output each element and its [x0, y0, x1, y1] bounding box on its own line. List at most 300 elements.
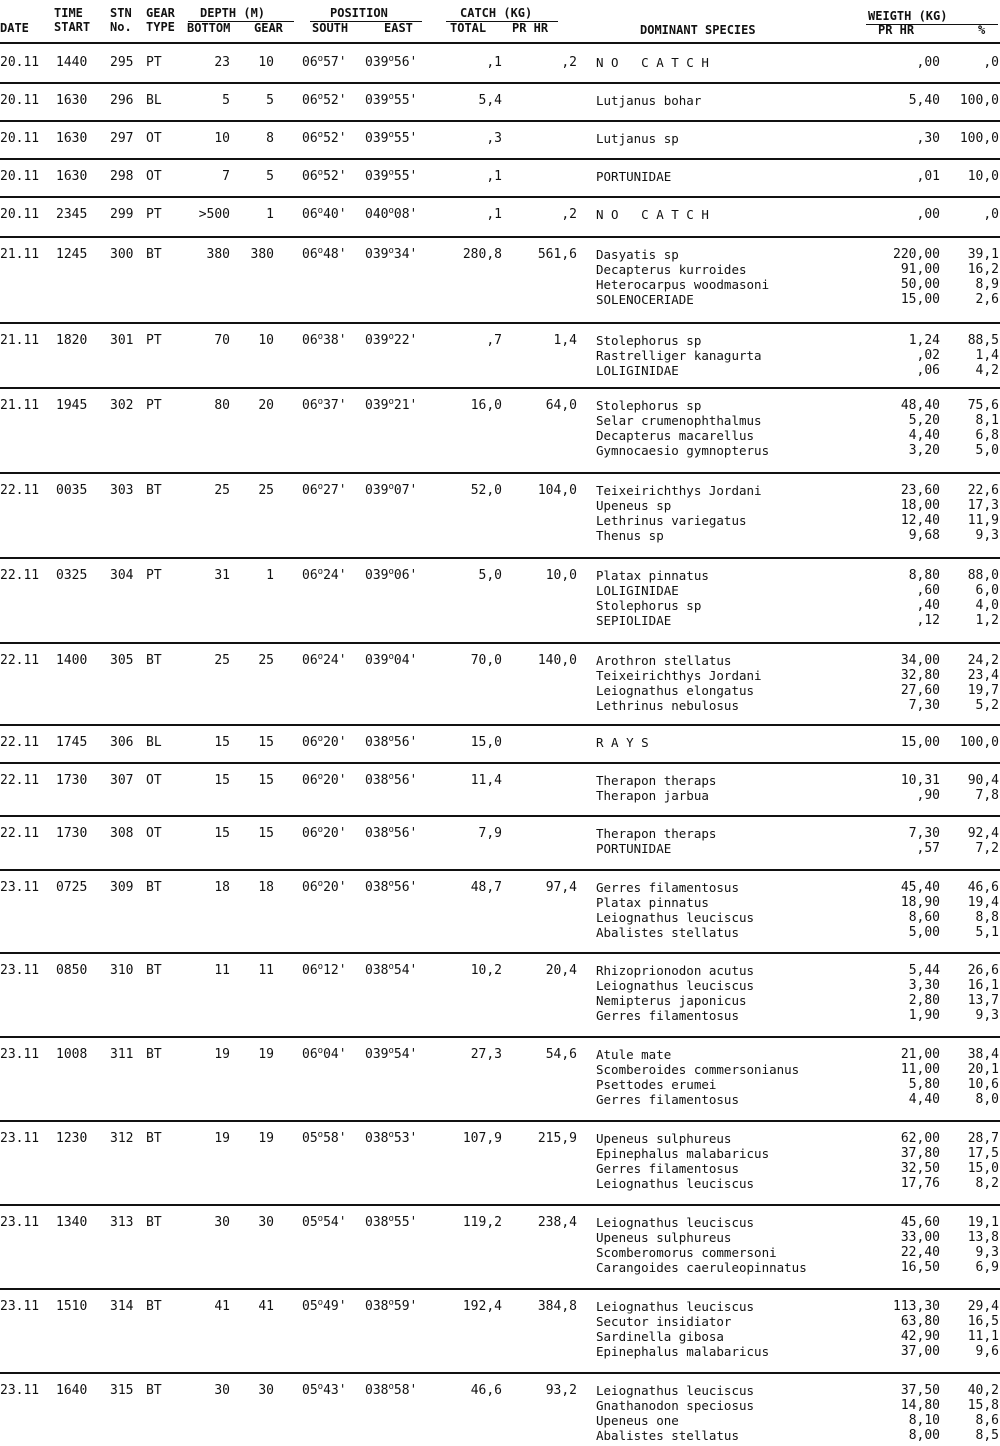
row-time: 1730 — [56, 773, 88, 788]
species-name: Selar crumenophthalmus — [596, 413, 762, 428]
row-gear: BL — [146, 735, 162, 750]
row-position-south: 06$^o$24' — [302, 652, 347, 668]
species-weight: 8,00 — [908, 1428, 940, 1443]
species-percent: 6,9 — [975, 1260, 999, 1275]
species-name: Upeneus one — [596, 1413, 679, 1428]
species-name: Leiognathus leuciscus — [596, 1215, 755, 1230]
row-depth-gear: 1 — [266, 207, 274, 222]
row-station: 299 — [110, 207, 134, 222]
row-depth-bottom: 15 — [214, 826, 230, 841]
row-position-east: 039$^o$22' — [365, 332, 418, 348]
row-time: 0850 — [56, 963, 88, 978]
row-time: 1230 — [56, 1131, 88, 1146]
species-weight: 50,00 — [900, 277, 940, 292]
row-gear: PT — [146, 333, 162, 348]
row-gear: BT — [146, 1215, 162, 1230]
row-date: 22.11 — [0, 735, 40, 750]
species-percent: 10,0 — [967, 169, 999, 184]
header-date: DATE — [0, 21, 29, 35]
row-position-south: 06$^o$24' — [302, 567, 347, 583]
header-catch-prhr: PR HR — [512, 21, 549, 35]
species-name: N O C A T C H — [596, 55, 709, 70]
row-date: 23.11 — [0, 1383, 40, 1398]
species-name: Arothron stellatus — [596, 653, 732, 668]
species-weight: ,30 — [916, 131, 940, 146]
species-weight: ,57 — [916, 841, 940, 856]
species-name: Upeneus sp — [596, 498, 672, 513]
row-separator — [0, 762, 1000, 764]
species-name: Rhizoprionodon acutus — [596, 963, 755, 978]
species-name: SOLENOCERIADE — [596, 292, 694, 307]
species-percent: 19,1 — [967, 1215, 999, 1230]
species-name: Platax pinnatus — [596, 568, 709, 583]
row-depth-gear: 1 — [266, 568, 274, 583]
row-date: 20.11 — [0, 93, 40, 108]
row-depth-gear: 41 — [258, 1299, 274, 1314]
species-percent: 40,2 — [967, 1383, 999, 1398]
row-position-south: 06$^o$48' — [302, 246, 347, 262]
row-depth-bottom: 41 — [214, 1299, 230, 1314]
row-catch-prhr: 104,0 — [537, 483, 577, 498]
row-gear: BT — [146, 653, 162, 668]
row-station: 310 — [110, 963, 134, 978]
species-weight: 91,00 — [900, 262, 940, 277]
row-time: 1730 — [56, 826, 88, 841]
row-date: 22.11 — [0, 568, 40, 583]
row-separator — [0, 196, 1000, 198]
species-percent: 9,3 — [975, 528, 999, 543]
species-name: Gerres filamentosus — [596, 1092, 739, 1107]
species-weight: 45,40 — [900, 880, 940, 895]
row-separator — [0, 642, 1000, 644]
row-station: 303 — [110, 483, 134, 498]
species-percent: 10,6 — [967, 1077, 999, 1092]
row-station: 302 — [110, 398, 134, 413]
row-time: 1245 — [56, 247, 88, 262]
row-time: 1640 — [56, 1383, 88, 1398]
species-name: Therapon theraps — [596, 826, 717, 841]
row-gear: BT — [146, 1299, 162, 1314]
row-separator — [0, 387, 1000, 389]
row-catch-prhr: 97,4 — [545, 880, 577, 895]
species-name: Leiognathus leuciscus — [596, 1383, 755, 1398]
row-catch-prhr: 238,4 — [537, 1215, 577, 1230]
species-percent: 75,6 — [967, 398, 999, 413]
row-gear: OT — [146, 826, 162, 841]
header-time-2: START — [54, 20, 91, 34]
row-position-south: 05$^o$54' — [302, 1214, 347, 1230]
species-percent: 6,8 — [975, 428, 999, 443]
row-depth-bottom: 10 — [214, 131, 230, 146]
species-percent: 4,2 — [975, 363, 999, 378]
row-position-east: 040$^o$08' — [365, 206, 418, 222]
species-percent: 5,0 — [975, 443, 999, 458]
species-name: Decapterus macarellus — [596, 428, 755, 443]
species-weight: 8,60 — [908, 910, 940, 925]
row-station: 298 — [110, 169, 134, 184]
row-catch-total: 46,6 — [470, 1383, 502, 1398]
species-weight: 15,00 — [900, 292, 940, 307]
species-percent: 9,3 — [975, 1008, 999, 1023]
species-name: PORTUNIDAE — [596, 169, 672, 184]
species-percent: 16,5 — [967, 1314, 999, 1329]
row-depth-bottom: 31 — [214, 568, 230, 583]
row-position-south: 06$^o$27' — [302, 482, 347, 498]
row-separator — [0, 158, 1000, 160]
row-separator — [0, 1036, 1000, 1038]
row-station: 305 — [110, 653, 134, 668]
species-weight: 5,80 — [908, 1077, 940, 1092]
species-percent: 17,5 — [967, 1146, 999, 1161]
species-percent: 88,0 — [967, 568, 999, 583]
species-percent: 4,0 — [975, 598, 999, 613]
row-date: 23.11 — [0, 1215, 40, 1230]
row-position-east: 039$^o$21' — [365, 397, 418, 413]
row-depth-bottom: 11 — [214, 963, 230, 978]
species-name: LOLIGINIDAE — [596, 363, 679, 378]
species-weight: ,40 — [916, 598, 940, 613]
row-depth-gear: 19 — [258, 1047, 274, 1062]
row-separator — [0, 322, 1000, 324]
species-percent: 11,9 — [967, 513, 999, 528]
row-depth-bottom: 15 — [214, 773, 230, 788]
row-depth-gear: 25 — [258, 653, 274, 668]
species-percent: 24,2 — [967, 653, 999, 668]
row-time: 1510 — [56, 1299, 88, 1314]
species-percent: 17,3 — [967, 498, 999, 513]
row-date: 21.11 — [0, 247, 40, 262]
row-station: 297 — [110, 131, 134, 146]
row-depth-gear: 30 — [258, 1215, 274, 1230]
species-percent: ,0 — [983, 207, 999, 222]
row-position-south: 05$^o$49' — [302, 1298, 347, 1314]
row-depth-bottom: 19 — [214, 1047, 230, 1062]
row-depth-gear: 10 — [258, 55, 274, 70]
row-time: 1400 — [56, 653, 88, 668]
row-position-south: 06$^o$04' — [302, 1046, 347, 1062]
species-percent: 11,1 — [967, 1329, 999, 1344]
row-date: 22.11 — [0, 483, 40, 498]
row-station: 315 — [110, 1383, 134, 1398]
header-depth-bottom: BOTTOM — [187, 21, 231, 35]
species-name: Stolephorus sp — [596, 333, 702, 348]
species-percent: 2,6 — [975, 292, 999, 307]
row-station: 312 — [110, 1131, 134, 1146]
species-weight: 18,90 — [900, 895, 940, 910]
row-time: 0325 — [56, 568, 88, 583]
species-name: Gerres filamentosus — [596, 1161, 739, 1176]
species-weight: 5,20 — [908, 413, 940, 428]
row-depth-bottom: 70 — [214, 333, 230, 348]
row-time: 1820 — [56, 333, 88, 348]
species-weight: 32,50 — [900, 1161, 940, 1176]
row-date: 23.11 — [0, 1131, 40, 1146]
row-position-south: 05$^o$43' — [302, 1382, 347, 1398]
header-stn-2: No. — [110, 20, 132, 34]
species-percent: 9,3 — [975, 1245, 999, 1260]
header-time-1: TIME — [54, 6, 83, 20]
species-weight: 3,20 — [908, 443, 940, 458]
row-station: 304 — [110, 568, 134, 583]
row-date: 23.11 — [0, 880, 40, 895]
species-percent: 20,1 — [967, 1062, 999, 1077]
row-gear: OT — [146, 169, 162, 184]
row-depth-bottom: 80 — [214, 398, 230, 413]
species-name: Epinephalus malabaricus — [596, 1344, 770, 1359]
species-percent: 100,0 — [959, 131, 999, 146]
row-depth-gear: 5 — [266, 93, 274, 108]
row-depth-gear: 15 — [258, 826, 274, 841]
species-name: Upeneus sulphureus — [596, 1230, 732, 1245]
row-depth-gear: 8 — [266, 131, 274, 146]
row-station: 300 — [110, 247, 134, 262]
species-weight: 37,50 — [900, 1383, 940, 1398]
species-name: Epinephalus malabaricus — [596, 1146, 770, 1161]
species-percent: 8,1 — [975, 413, 999, 428]
species-weight: 3,30 — [908, 978, 940, 993]
species-name: Upeneus sulphureus — [596, 1131, 732, 1146]
row-station: 308 — [110, 826, 134, 841]
row-date: 20.11 — [0, 131, 40, 146]
row-depth-gear: 15 — [258, 773, 274, 788]
species-percent: 8,6 — [975, 1413, 999, 1428]
row-gear: BT — [146, 1383, 162, 1398]
species-weight: 16,50 — [900, 1260, 940, 1275]
species-weight: 11,00 — [900, 1062, 940, 1077]
species-percent: 1,2 — [975, 613, 999, 628]
row-station: 311 — [110, 1047, 134, 1062]
species-percent: ,0 — [983, 55, 999, 70]
row-catch-prhr: 140,0 — [537, 653, 577, 668]
row-catch-total: 7,9 — [478, 826, 502, 841]
species-percent: 7,2 — [975, 841, 999, 856]
species-percent: 22,6 — [967, 483, 999, 498]
species-weight: 5,40 — [908, 93, 940, 108]
species-name: Lethrinus nebulosus — [596, 698, 739, 713]
species-weight: ,12 — [916, 613, 940, 628]
row-position-south: 05$^o$58' — [302, 1130, 347, 1146]
species-percent: 29,4 — [967, 1299, 999, 1314]
row-position-south: 06$^o$52' — [302, 130, 347, 146]
header-weight: WEIGTH (KG) — [868, 9, 948, 23]
row-gear: OT — [146, 773, 162, 788]
species-percent: 5,2 — [975, 698, 999, 713]
row-position-south: 06$^o$37' — [302, 397, 347, 413]
species-percent: 8,2 — [975, 1176, 999, 1191]
row-date: 21.11 — [0, 333, 40, 348]
species-name: Platax pinnatus — [596, 895, 709, 910]
row-position-south: 06$^o$20' — [302, 879, 347, 895]
row-date: 22.11 — [0, 773, 40, 788]
species-percent: 16,2 — [967, 262, 999, 277]
row-catch-total: 27,3 — [470, 1047, 502, 1062]
species-weight: 37,80 — [900, 1146, 940, 1161]
header-gear-1: GEAR — [146, 6, 175, 20]
row-position-south: 06$^o$38' — [302, 332, 347, 348]
row-time: 1340 — [56, 1215, 88, 1230]
species-percent: 8,0 — [975, 1092, 999, 1107]
row-catch-total: 15,0 — [470, 735, 502, 750]
species-name: Nemipterus japonicus — [596, 993, 747, 1008]
row-catch-total: 11,4 — [470, 773, 502, 788]
row-station: 314 — [110, 1299, 134, 1314]
species-name: Gnathanodon speciosus — [596, 1398, 755, 1413]
species-percent: 100,0 — [959, 735, 999, 750]
species-weight: 45,60 — [900, 1215, 940, 1230]
row-gear: PT — [146, 207, 162, 222]
species-percent: 7,8 — [975, 788, 999, 803]
row-position-south: 06$^o$57' — [302, 54, 347, 70]
row-depth-bottom: 7 — [222, 169, 230, 184]
row-depth-bottom: 30 — [214, 1383, 230, 1398]
species-weight: ,02 — [916, 348, 940, 363]
row-station: 301 — [110, 333, 134, 348]
row-time: 1745 — [56, 735, 88, 750]
species-name: Lethrinus variegatus — [596, 513, 747, 528]
species-name: Abalistes stellatus — [596, 1428, 739, 1443]
row-gear: PT — [146, 55, 162, 70]
row-position-east: 038$^o$56' — [365, 734, 418, 750]
row-date: 21.11 — [0, 398, 40, 413]
row-time: 1630 — [56, 131, 88, 146]
row-time: 2345 — [56, 207, 88, 222]
row-catch-total: ,1 — [486, 169, 502, 184]
species-name: Lutjanus bohar — [596, 93, 702, 108]
species-weight: 37,00 — [900, 1344, 940, 1359]
row-depth-bottom: 5 — [222, 93, 230, 108]
species-name: Thenus sp — [596, 528, 664, 543]
species-name: Decapterus kurroides — [596, 262, 747, 277]
row-catch-total: 280,8 — [462, 247, 502, 262]
species-percent: 88,5 — [967, 333, 999, 348]
species-name: Carangoides caeruleopinnatus — [596, 1260, 807, 1275]
species-weight: 23,60 — [900, 483, 940, 498]
species-percent: 5,1 — [975, 925, 999, 940]
species-weight: 113,30 — [893, 1299, 940, 1314]
row-depth-bottom: 380 — [206, 247, 230, 262]
row-time: 1008 — [56, 1047, 88, 1062]
species-name: Scomberomorus commersoni — [596, 1245, 777, 1260]
row-depth-gear: 19 — [258, 1131, 274, 1146]
header-rule — [0, 42, 1000, 44]
species-weight: 4,40 — [908, 1092, 940, 1107]
species-name: Atule mate — [596, 1047, 672, 1062]
species-weight: 17,76 — [900, 1176, 940, 1191]
row-catch-total: 5,4 — [478, 93, 502, 108]
species-name: Leiognathus leuciscus — [596, 910, 755, 925]
row-depth-gear: 380 — [250, 247, 274, 262]
row-date: 22.11 — [0, 653, 40, 668]
species-weight: 22,40 — [900, 1245, 940, 1260]
species-name: Teixeirichthys Jordani — [596, 668, 762, 683]
species-percent: 13,7 — [967, 993, 999, 1008]
row-position-south: 06$^o$20' — [302, 772, 347, 788]
row-separator — [0, 472, 1000, 474]
row-position-south: 06$^o$20' — [302, 734, 347, 750]
species-percent: 28,7 — [967, 1131, 999, 1146]
row-gear: BT — [146, 1131, 162, 1146]
header-depth-gear: GEAR — [254, 21, 283, 35]
row-catch-total: 10,2 — [470, 963, 502, 978]
row-depth-gear: 25 — [258, 483, 274, 498]
species-weight: 62,00 — [900, 1131, 940, 1146]
row-position-east: 038$^o$56' — [365, 772, 418, 788]
row-catch-prhr: 10,0 — [545, 568, 577, 583]
header-south: SOUTH — [312, 21, 349, 35]
row-position-south: 06$^o$40' — [302, 206, 347, 222]
species-name: Scomberoides commersonianus — [596, 1062, 800, 1077]
row-catch-total: 16,0 — [470, 398, 502, 413]
row-position-east: 038$^o$56' — [365, 879, 418, 895]
species-percent: 8,5 — [975, 1428, 999, 1443]
species-weight: 34,00 — [900, 653, 940, 668]
row-catch-prhr: ,2 — [561, 207, 577, 222]
row-position-east: 038$^o$56' — [365, 825, 418, 841]
row-position-east: 038$^o$54' — [365, 962, 418, 978]
row-station: 296 — [110, 93, 134, 108]
row-position-south: 06$^o$12' — [302, 962, 347, 978]
species-percent: 39,1 — [967, 247, 999, 262]
species-name: Psettodes erumei — [596, 1077, 717, 1092]
species-weight: 7,30 — [908, 698, 940, 713]
row-time: 1945 — [56, 398, 88, 413]
species-name: Secutor insidiator — [596, 1314, 732, 1329]
species-weight: 12,40 — [900, 513, 940, 528]
row-position-east: 038$^o$58' — [365, 1382, 418, 1398]
row-separator — [0, 1288, 1000, 1290]
row-depth-bottom: 25 — [214, 483, 230, 498]
species-weight: 7,30 — [908, 826, 940, 841]
row-depth-gear: 15 — [258, 735, 274, 750]
row-catch-prhr: 1,4 — [553, 333, 577, 348]
species-percent: 15,8 — [967, 1398, 999, 1413]
row-depth-gear: 5 — [266, 169, 274, 184]
row-separator — [0, 557, 1000, 559]
row-catch-total: 192,4 — [462, 1299, 502, 1314]
row-position-east: 039$^o$06' — [365, 567, 418, 583]
row-depth-gear: 11 — [258, 963, 274, 978]
row-station: 295 — [110, 55, 134, 70]
species-percent: 15,0 — [967, 1161, 999, 1176]
row-position-south: 06$^o$52' — [302, 168, 347, 184]
species-name: Gerres filamentosus — [596, 1008, 739, 1023]
row-depth-bottom: 25 — [214, 653, 230, 668]
row-position-south: 06$^o$52' — [302, 92, 347, 108]
row-position-east: 039$^o$55' — [365, 92, 418, 108]
row-catch-prhr: 215,9 — [537, 1131, 577, 1146]
row-gear: PT — [146, 568, 162, 583]
row-separator — [0, 1204, 1000, 1206]
header-weight-prhr: PR HR — [878, 23, 915, 37]
row-time: 1630 — [56, 93, 88, 108]
species-percent: 6,0 — [975, 583, 999, 598]
species-percent: 1,4 — [975, 348, 999, 363]
row-catch-total: 52,0 — [470, 483, 502, 498]
row-catch-total: ,3 — [486, 131, 502, 146]
species-percent: 19,4 — [967, 895, 999, 910]
row-position-south: 06$^o$20' — [302, 825, 347, 841]
header-east: EAST — [384, 21, 413, 35]
species-name: SEPIOLIDAE — [596, 613, 672, 628]
row-position-east: 039$^o$55' — [365, 130, 418, 146]
row-gear: BT — [146, 963, 162, 978]
row-date: 23.11 — [0, 1299, 40, 1314]
species-name: Therapon theraps — [596, 773, 717, 788]
species-name: Therapon jarbua — [596, 788, 709, 803]
row-date: 23.11 — [0, 1047, 40, 1062]
row-catch-prhr: ,2 — [561, 55, 577, 70]
species-name: Teixeirichthys Jordani — [596, 483, 762, 498]
